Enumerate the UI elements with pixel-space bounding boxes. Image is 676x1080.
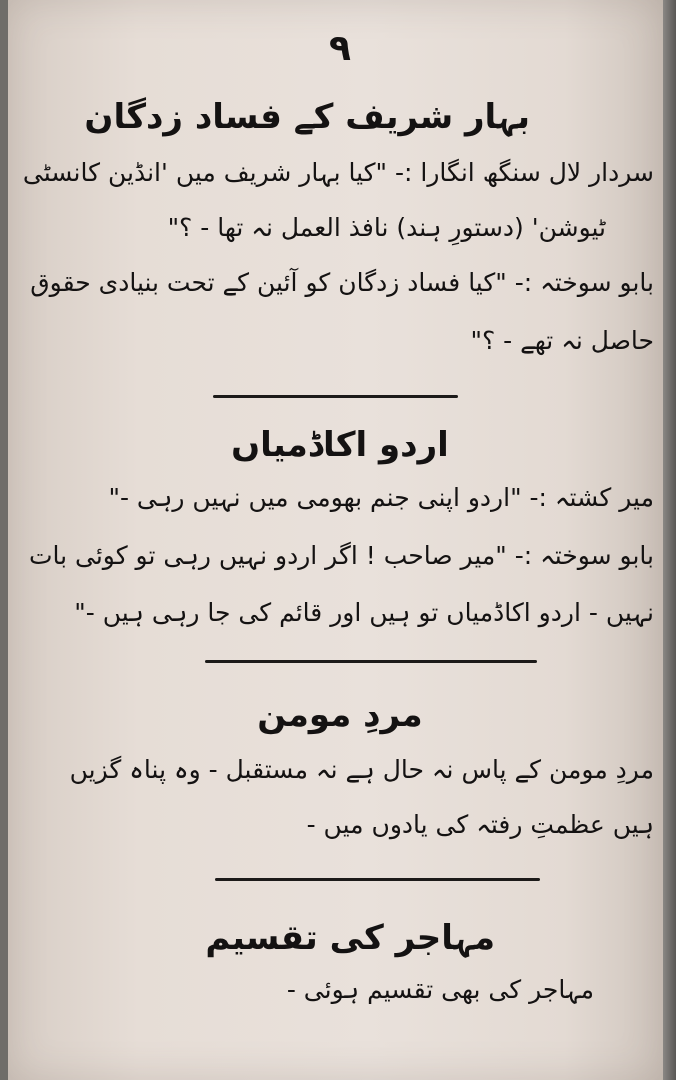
dialogue-line: ٹیوشن' (دستورِ ہند) نافذ العمل نہ تھا - ؟" [167, 213, 606, 242]
book-spine-edge [663, 0, 676, 1080]
dialogue-line: بابو سوختہ :- "کیا فساد زدگان کو آئین کے تحت بنیادی حقوق [30, 268, 654, 297]
paragraph-line: مہاجر کی بھی تقسیم ہوئی - [286, 975, 594, 1004]
dialogue-line: نہیں - اردو اکاڈمیاں تو ہیں اور قائم کی جا رہی ہیں -" [74, 598, 654, 627]
paragraph-line: مردِ مومن کے پاس نہ حال ہے نہ مستقبل - وہ پناہ گزیں [69, 755, 654, 784]
dialogue-line: سردار لال سنگھ انگارا :- "کیا بہار شریف میں 'انڈین کانسٹی [22, 158, 654, 187]
section-heading-mard-e-momin: مردِ مومن [257, 695, 423, 735]
page-number: ۹ [329, 28, 351, 69]
section-heading-urdu-academies: اردو اکاڈمیاں [231, 425, 449, 465]
section-divider [213, 395, 458, 398]
section-heading-bihar-sharif: بہار شریف کے فساد زدگان [84, 97, 530, 137]
section-divider [215, 878, 540, 881]
section-heading-muhajir-taqseem: مہاجر کی تقسیم [205, 918, 495, 958]
paragraph-line: ہیں عظمتِ رفتہ کی یادوں میں - [306, 810, 654, 839]
dialogue-line: میر کشتہ :- "اردو اپنی جنم بھومی میں نہیں رہی -" [108, 483, 654, 512]
dialogue-line: حاصل نہ تھے - ؟" [470, 326, 654, 355]
section-divider [205, 660, 537, 663]
dialogue-line: بابو سوختہ :- "میر صاحب ! اگر اردو نہیں رہی تو کوئی بات [28, 541, 654, 570]
